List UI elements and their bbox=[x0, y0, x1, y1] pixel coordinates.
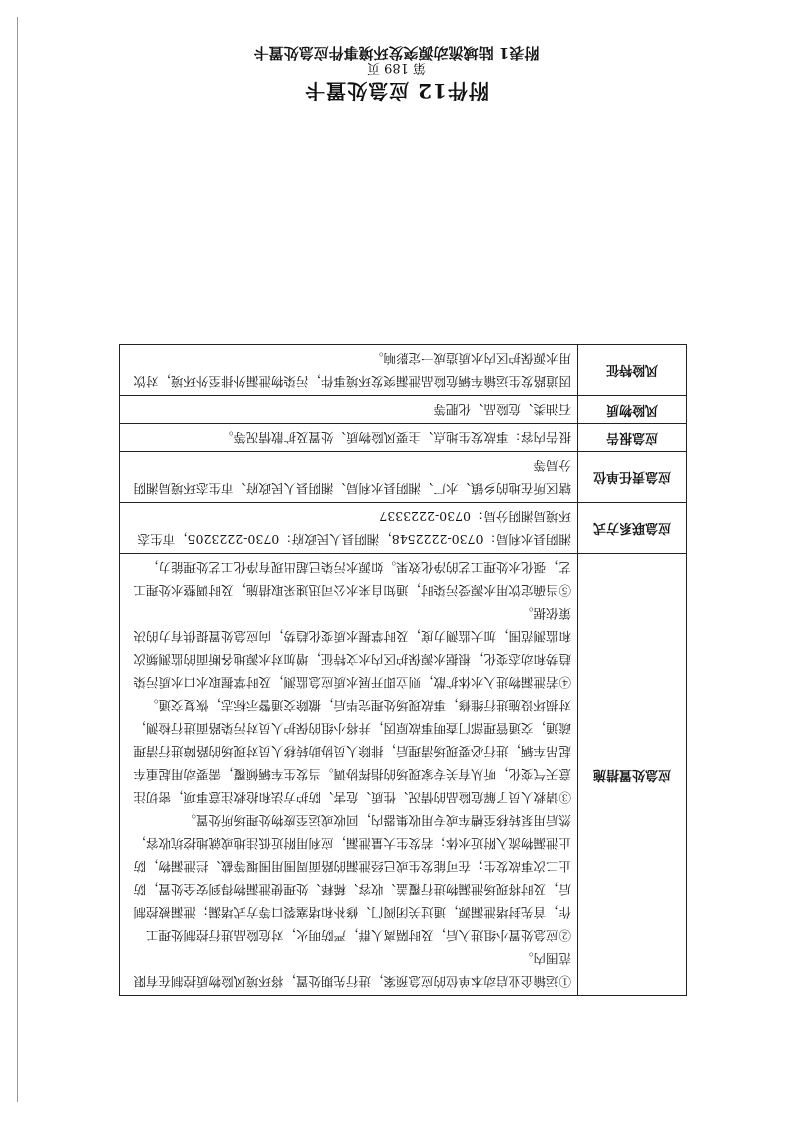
attachment-title: 附件12 应急处置卡 bbox=[304, 79, 489, 103]
measure-paragraph: ④若泄漏物进入水体扩散，则立即开展水质应急监测，及时掌握取水口水质污染趋势和动态变化，根据水源保护区内水文特征，增加对水源地各断面的监测频次和监测范围，加大监测力度，及时掌握水质变化趋势，向应急处置提供有力的决策依据。 bbox=[133, 606, 571, 690]
measure-paragraph: ①运输企业启动本单位的应急预案，进行先期处置，将环境风险物质控制在有限范围内。 bbox=[133, 951, 571, 989]
table-row bbox=[120, 554, 687, 996]
row-content-substances: 石油类、危险品、化肥等 bbox=[120, 396, 578, 424]
emergency-card-table bbox=[119, 344, 687, 996]
table-row bbox=[120, 452, 687, 503]
row-content-contacts: 湘阴县水利局：0730-2222548，湘阴县人民政府：0730-2223205，市生态环境局湘阴分局：0730-2223337 bbox=[120, 503, 578, 554]
page-number: 第 189 页 bbox=[366, 60, 427, 75]
scan-edge-line bbox=[17, 17, 18, 1102]
row-content-report: 报告内容：事故发生地点、主要风险物质、处置及扩散情况等。 bbox=[120, 424, 578, 452]
row-label-contacts: 应急联系方式 bbox=[578, 503, 687, 554]
table-row bbox=[120, 424, 687, 452]
table-row bbox=[120, 396, 687, 424]
row-content-risk: 因道路发生运输车辆危险品泄漏突发环境事件，污染物泄漏外排至外环境，对饮用水源保护区内水质造成一定影响。 bbox=[120, 345, 578, 396]
row-content-responsible: 辖区所在地的乡镇、水厂、湘阴县水利局、湘阴县人民政府、市生态环境局湘阴分局等 bbox=[120, 452, 578, 503]
table-row bbox=[120, 345, 687, 396]
row-content-measures bbox=[120, 554, 578, 996]
measure-paragraph: ②应急处置小组进入后，及时隔离人群，严防明火，对危险品进行控制处理工作，首先封堵泄漏源，通过关闭阀门、修补和堵塞裂口等方式堵漏；泄漏被控制后，及时将现场泄漏物进行覆盖、收容、稀释、处理使泄漏物得到安全处置，防止二次事故发生；在可能发生或已经泄漏的路面周围用围堰等截、拦泄漏物，防止泄漏物流入附近水体；若发生大量泄漏，应利用附近低洼地或就地挖坑收容，然后用泵转移至槽车或专用收集器内，回收或运至废物处理场所处置。 bbox=[133, 813, 571, 943]
measure-paragraph: ③请救人员了解危险品的情况、性质、危害、防护方法和抢救注意事项，密切注意天气变化，听从有关专家现场的指挥协调。当发生车辆倾覆，需要动用起重车起吊车辆，进行必要现场清理后，排除人员协助转移人员对现场的路障进行清理疏通，交通管理部门查明事故原因，并将小组的保护人员对污染路面进行检测，对损坏设施进行维修，事故现场处理完毕后，撤除交通警示标志，恢复交通。 bbox=[133, 698, 571, 805]
table-title: 附表1 陆域流动源突发环境事件应急处置卡 bbox=[253, 44, 540, 62]
row-label-substances: 风险物质 bbox=[578, 396, 687, 424]
row-label-responsible: 应急责任单位 bbox=[578, 452, 687, 503]
row-label-risk: 风险特征 bbox=[578, 345, 687, 396]
table-row bbox=[120, 503, 687, 554]
measure-paragraph: ⑤当确定饮用水源受污染时，通知自来水公司迅速采取措施，及时调整水处理工艺，强化水处理工艺的净化效果。如源水污染已超出现有净化工艺处理能力， bbox=[133, 560, 571, 598]
row-label-report: 应急报告 bbox=[578, 424, 687, 452]
row-label-measures: 应急处置措施 bbox=[578, 554, 687, 996]
